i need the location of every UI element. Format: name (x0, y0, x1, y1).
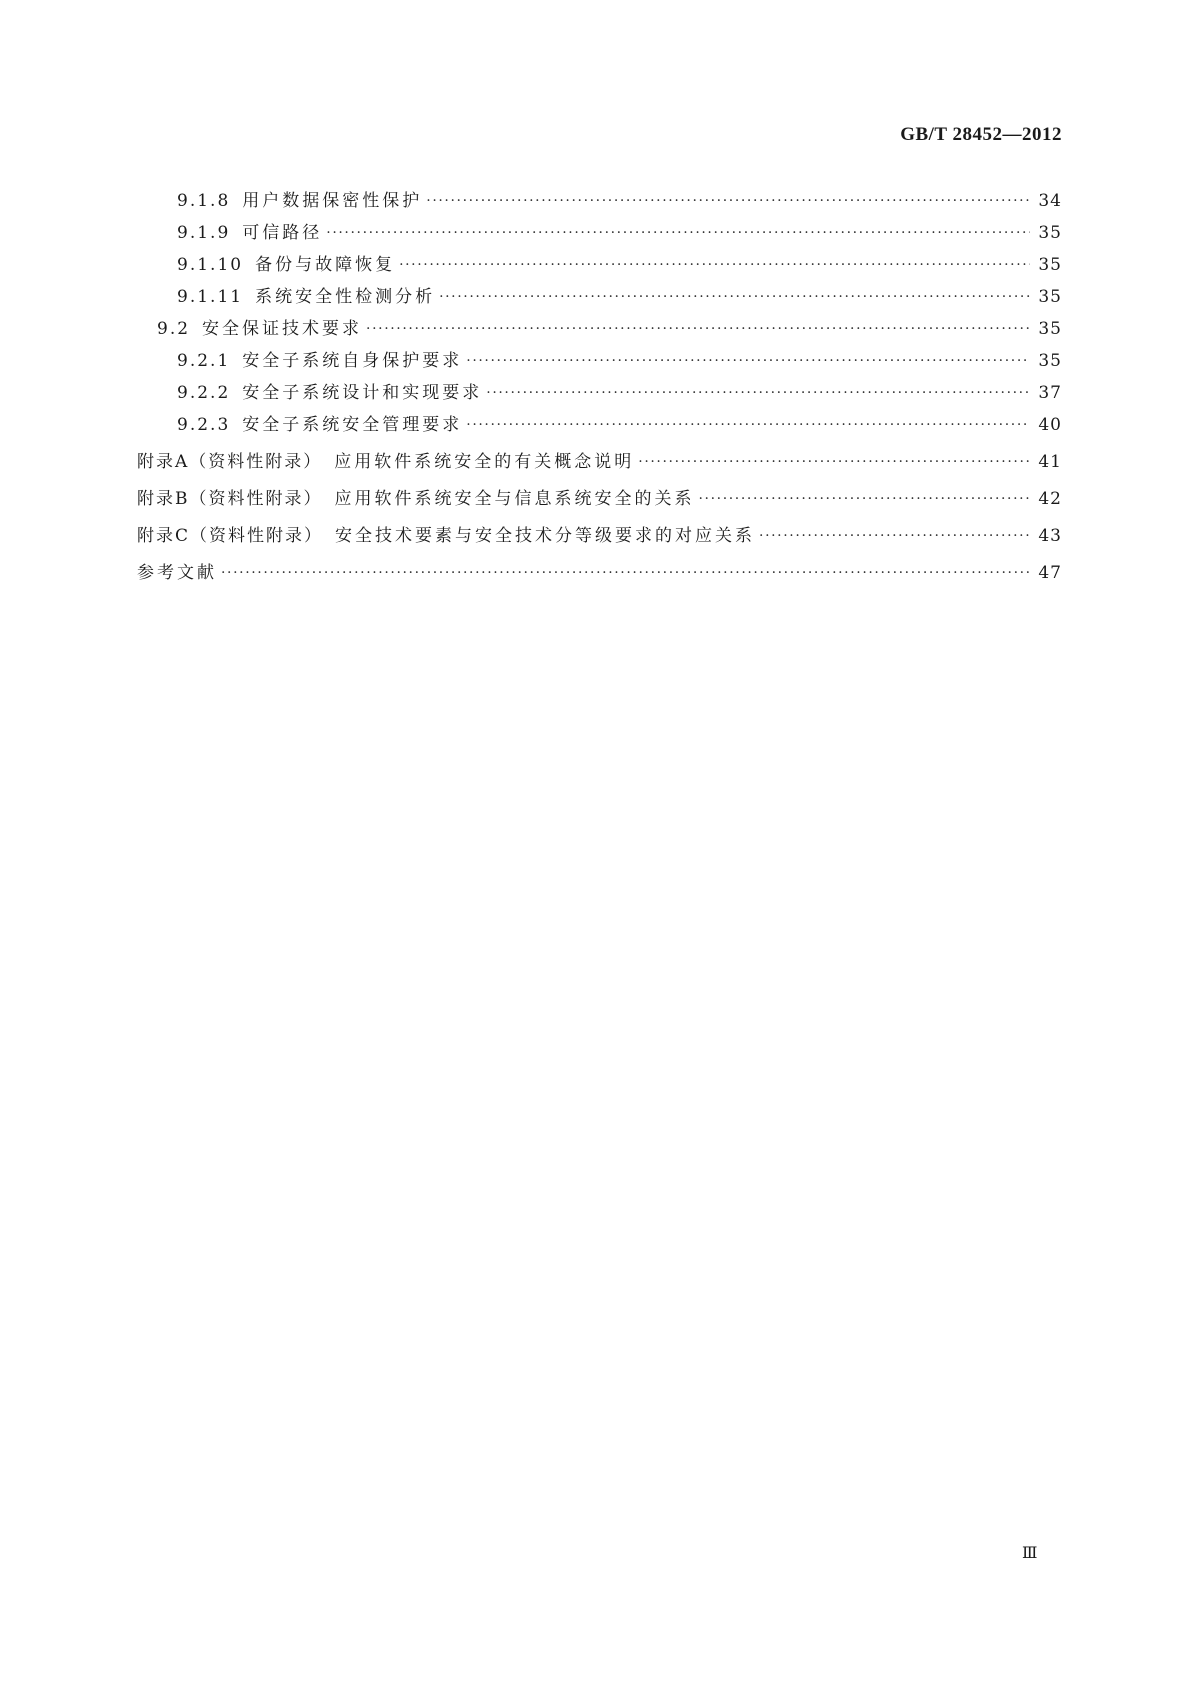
toc-entry-9-1-9[interactable] (137, 212, 1062, 244)
toc-entry-9-1-10[interactable] (137, 244, 1062, 276)
dot-leader (466, 414, 1030, 436)
toc-entry-title: 安全子系统设计和实现要求 (242, 383, 483, 403)
toc-entry-page: 42 (1038, 489, 1062, 509)
dot-leader (426, 190, 1030, 212)
toc-entry-9-2[interactable] (137, 308, 1062, 340)
toc-entry-number: 9.2 (157, 319, 191, 339)
toc-entry-number: 附录C（资料性附录） (137, 526, 324, 546)
standard-number-header: GB/T 28452—2012 (900, 124, 1062, 145)
toc-entry-number: 9.1.9 (177, 223, 231, 243)
toc-entry-page: 35 (1038, 287, 1062, 307)
toc-entry-page: 35 (1038, 319, 1062, 339)
toc-entry-title: 安全保证技术要求 (202, 319, 363, 339)
toc-entry-page: 35 (1038, 351, 1062, 371)
table-of-contents (137, 180, 1062, 584)
toc-entry-9-1-8[interactable] (137, 180, 1062, 212)
toc-entry-9-2-1[interactable] (137, 340, 1062, 372)
dot-leader (466, 350, 1030, 372)
toc-entry-number: 9.2.1 (177, 351, 231, 371)
toc-entry-page: 41 (1038, 452, 1062, 472)
toc-entry-title: 安全技术要素与安全技术分等级要求的对应关系 (335, 526, 756, 546)
toc-entry-9-2-2[interactable] (137, 372, 1062, 404)
toc-entry-appendix-a[interactable] (137, 436, 1062, 473)
toc-entry-page: 47 (1038, 563, 1062, 583)
toc-entry-title: 参考文献 (137, 563, 217, 583)
toc-entry-title: 安全子系统安全管理要求 (242, 415, 463, 435)
toc-entry-number: 附录A（资料性附录） (137, 452, 323, 472)
toc-entry-number: 9.2.3 (177, 415, 231, 435)
dot-leader (326, 222, 1030, 244)
dot-leader (366, 318, 1030, 340)
toc-entry-appendix-b[interactable] (137, 473, 1062, 510)
toc-entry-number: 9.1.8 (177, 191, 231, 211)
toc-entry-9-2-3[interactable] (137, 404, 1062, 436)
toc-entry-page: 37 (1038, 383, 1062, 403)
dot-leader (699, 488, 1031, 510)
toc-entry-page: 40 (1038, 415, 1062, 435)
toc-entry-page: 43 (1038, 526, 1062, 546)
toc-entry-page: 35 (1038, 255, 1062, 275)
dot-leader (221, 562, 1030, 584)
dot-leader (399, 254, 1030, 276)
toc-entry-page: 35 (1038, 223, 1062, 243)
dot-leader (759, 525, 1030, 547)
dot-leader (486, 382, 1030, 404)
toc-entry-title: 应用软件系统安全的有关概念说明 (334, 452, 635, 472)
toc-entry-title: 可信路径 (242, 223, 323, 243)
toc-entry-9-1-11[interactable] (137, 276, 1062, 308)
toc-entry-page: 34 (1038, 191, 1062, 211)
toc-entry-title: 应用软件系统安全与信息系统安全的关系 (334, 489, 695, 509)
toc-entry-appendix-c[interactable] (137, 510, 1062, 547)
toc-entry-references[interactable] (137, 547, 1062, 584)
toc-entry-number: 9.1.11 (177, 287, 244, 307)
dot-leader (439, 286, 1030, 308)
toc-entry-title: 安全子系统自身保护要求 (242, 351, 463, 371)
toc-entry-title: 系统安全性检测分析 (255, 287, 436, 307)
toc-entry-title: 用户数据保密性保护 (242, 191, 423, 211)
dot-leader (638, 451, 1030, 473)
toc-entry-number: 附录B（资料性附录） (137, 489, 323, 509)
toc-entry-title: 备份与故障恢复 (255, 255, 396, 275)
page-number: Ⅲ (1022, 1545, 1038, 1562)
toc-entry-number: 9.2.2 (177, 383, 231, 403)
toc-entry-number: 9.1.10 (177, 255, 244, 275)
